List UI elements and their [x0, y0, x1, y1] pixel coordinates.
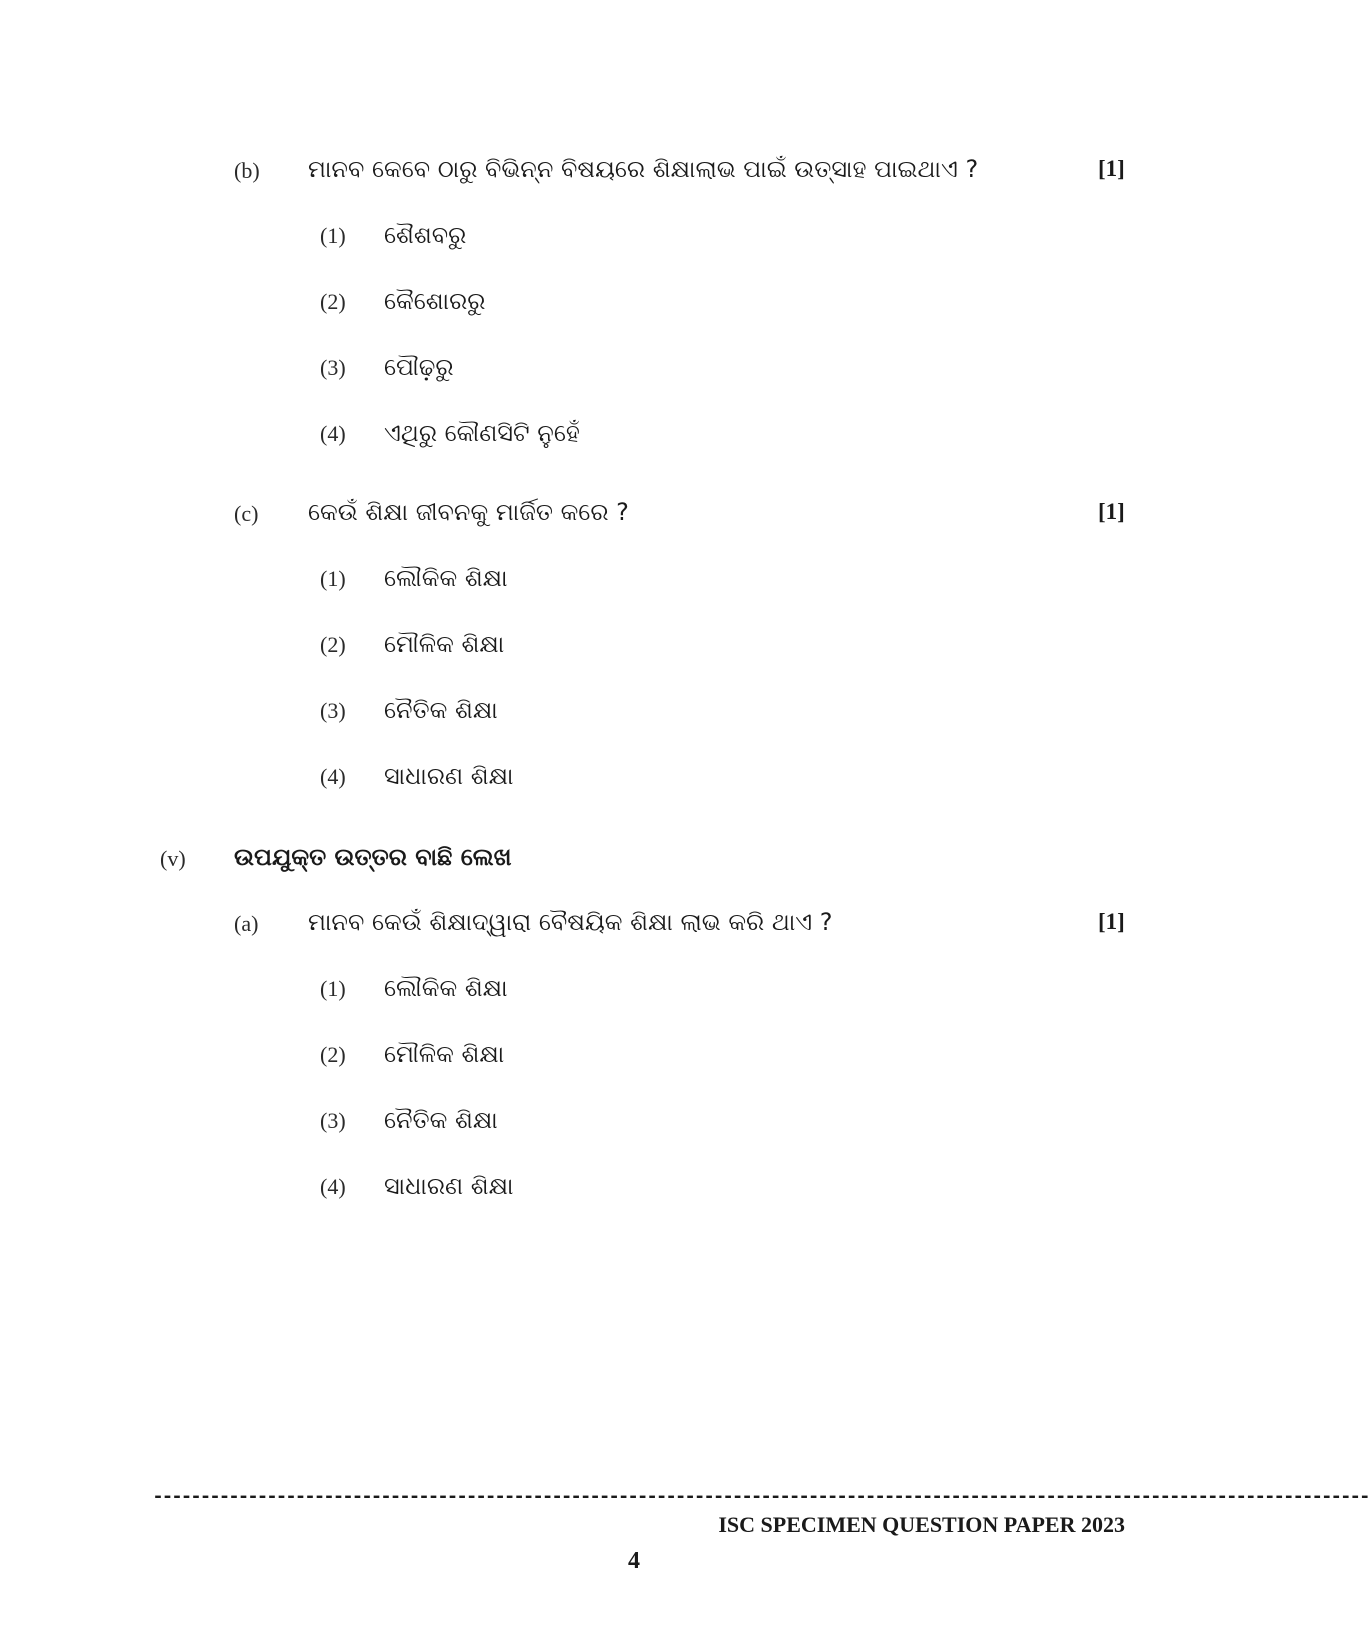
section-heading: ଉପଯୁକ୍ତ ଉତ୍ତର ବାଛି ଲେଖ [234, 843, 512, 871]
question-label: (b) [234, 158, 260, 183]
marks-label: [1] [1098, 156, 1125, 181]
option-number: (3) [320, 1108, 346, 1133]
option-number: (2) [320, 1042, 346, 1067]
option-text: ନୈତିକ ଶିକ୍ଷା [384, 1106, 498, 1134]
option-number: (4) [320, 1174, 346, 1199]
option-number: (4) [320, 764, 346, 789]
option-text: ସାଧାରଣ ଶିକ୍ଷା [384, 1172, 514, 1200]
question-text: ମାନବ କେବେ ଠାରୁ ବିଭିନ୍ନ ବିଷୟରେ ଶିକ୍ଷାଲାଭ ପାଇଁ ଉତ୍ସାହ ପାଇଥାଏ ? [308, 155, 979, 183]
marks-label: [1] [1098, 499, 1125, 524]
section-label: (v) [160, 846, 186, 871]
option-text: ସାଧାରଣ ଶିକ୍ଷା [384, 762, 514, 790]
option-number: (1) [320, 976, 346, 1001]
page-number: 4 [628, 1548, 640, 1574]
question-label: (c) [234, 501, 259, 526]
option-number: (4) [320, 421, 346, 446]
footer-title: ISC SPECIMEN QUESTION PAPER 2023 [718, 1512, 1125, 1537]
option-text: ନୈତିକ ଶିକ୍ଷା [384, 696, 498, 724]
option-text: ଶୈଶବରୁ [384, 221, 467, 249]
marks-label: [1] [1098, 909, 1125, 934]
option-text: କୈଶୋରରୁ [384, 287, 486, 315]
option-text: ଲୌକିକ ଶିକ୍ଷା [384, 974, 508, 1002]
question-text: ମାନବ କେଉଁ ଶିକ୍ଷାଦ୍ୱାରା ବୈଷୟିକ ଶିକ୍ଷା ଲାଭ କରି ଥାଏ ? [308, 908, 833, 936]
option-text: ମୌଳିକ ଶିକ୍ଷା [384, 1040, 505, 1068]
option-number: (1) [320, 566, 346, 591]
option-number: (3) [320, 698, 346, 723]
footer-divider: -------------------------------------------------------------------------------------------------------------------------------- [152, 1486, 1368, 1509]
option-number: (2) [320, 289, 346, 314]
question-label: (a) [234, 911, 259, 936]
option-text: ଲୌକିକ ଶିକ୍ଷା [384, 564, 508, 592]
option-number: (1) [320, 223, 346, 248]
option-text: ପୌଢ଼ରୁ [384, 353, 454, 381]
option-number: (3) [320, 355, 346, 380]
option-number: (2) [320, 632, 346, 657]
option-text: ଏଥିରୁ କୌଣସିଟି ନୁହେଁ [384, 419, 580, 447]
question-text: କେଉଁ ଶିକ୍ଷା ଜୀବନକୁ ମାର୍ଜିତ କରେ ? [308, 498, 629, 526]
option-text: ମୌଳିକ ଶିକ୍ଷା [384, 630, 505, 658]
